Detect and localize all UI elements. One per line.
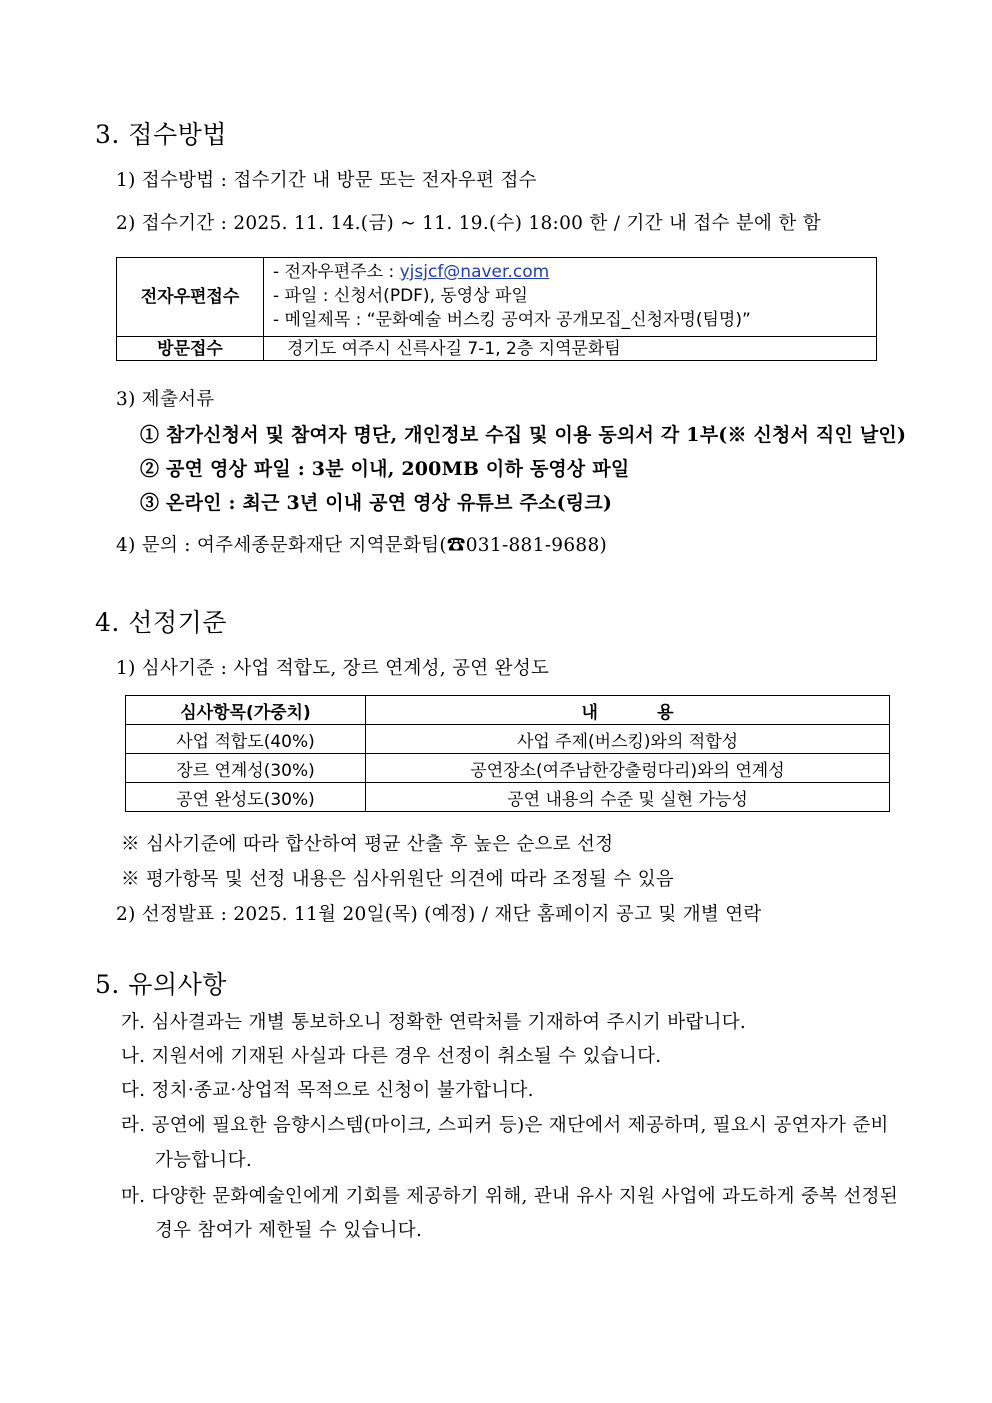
- notice-ra-continued: 가능합니다.: [155, 1150, 253, 1171]
- email-receipt-details: [273, 260, 873, 332]
- criteria-header: 심사항목(가중치): [126, 696, 366, 725]
- table-cell: 장르 연계성(30%): [126, 754, 366, 783]
- section-5-heading: 5. 유의사항: [95, 970, 227, 999]
- email-receipt-label: 전자우편접수: [140, 287, 240, 307]
- email-subject-line: - 메일제목 : “문화예술 버스킹 공여자 공개모집_신청자명(팀명)”: [273, 310, 751, 330]
- notice-da: 다. 정치·종교·상업적 목적으로 신청이 불가합니다.: [121, 1080, 534, 1101]
- criteria-item: 1) 심사기준 : 사업 적합도, 장르 연계성, 공연 완성도: [116, 658, 550, 679]
- content-header: 내 용: [366, 696, 890, 725]
- email-address-label: - 전자우편주소 :: [273, 262, 400, 282]
- notice-ra: 라. 공연에 필요한 음향시스템(마이크, 스피커 등)은 재단에서 제공하며, 필요시 공연자가 준비: [121, 1115, 889, 1136]
- criteria-note-1: ※ 심사기준에 따라 합산하여 평균 산출 후 높은 순으로 선정: [121, 834, 614, 855]
- table-cell: 공연장소(여주남한강출렁다리)와의 연계성: [366, 754, 890, 783]
- document-3: ③ 온라인 : 최근 3년 이내 공연 영상 유튜브 주소(링크): [140, 492, 613, 514]
- document-2: ② 공연 영상 파일 : 3분 이내, 200MB 이하 동영상 파일: [140, 458, 630, 480]
- table-header-row: [126, 696, 890, 725]
- document-1: ① 참가신청서 및 참여자 명단, 개인정보 수집 및 이용 동의서 각 1부(※ 신청서 직인 날인): [140, 424, 907, 446]
- table-row: [126, 754, 890, 783]
- notice-ga: 가. 심사결과는 개별 통보하오니 정확한 연락처를 기재하여 주시기 바랍니다.: [121, 1012, 747, 1033]
- receipt-table: [116, 257, 877, 361]
- table-cell: 공연 내용의 수준 및 실현 가능성: [366, 783, 890, 812]
- receipt-period-item: 2) 접수기간 : 2025. 11. 14.(금) ~ 11. 19.(수) 18:00 한 / 기간 내 접수 분에 한 함: [116, 213, 821, 234]
- email-address-line: [273, 260, 873, 284]
- visit-receipt-address: 경기도 여주시 신륵사길 7-1, 2층 지역문화팀: [287, 339, 621, 359]
- documents-item: 3) 제출서류: [116, 389, 215, 410]
- table-cell: 공연 완성도(30%): [126, 783, 366, 812]
- section-3-heading: 3. 접수방법: [95, 120, 227, 149]
- table-cell: 사업 적합도(40%): [126, 725, 366, 754]
- criteria-table: [125, 695, 890, 812]
- inquiry-item: 4) 문의 : 여주세종문화재단 지역문화팀(☎031-881-9688): [116, 535, 608, 556]
- notice-ma: 마. 다양한 문화예술인에게 기회를 제공하기 위해, 관내 유사 지원 사업에 과도하게 중복 선정된: [121, 1186, 899, 1207]
- receipt-method-item: 1) 접수방법 : 접수기간 내 방문 또는 전자우편 접수: [116, 170, 537, 191]
- section-4-heading: 4. 선정기준: [95, 608, 227, 637]
- table-row: [126, 783, 890, 812]
- announcement-item: 2) 선정발표 : 2025. 11월 20일(목) (예정) / 재단 홈페이지 공고 및 개별 연락: [116, 904, 762, 925]
- table-cell: 사업 주제(버스킹)와의 적합성: [366, 725, 890, 754]
- criteria-note-2: ※ 평가항목 및 선정 내용은 심사위원단 의견에 따라 조정될 수 있음: [121, 869, 675, 890]
- table-row: [126, 725, 890, 754]
- email-address-link[interactable]: yjsjcf@naver.com: [399, 262, 550, 282]
- table-divider: [263, 258, 264, 360]
- notice-ma-continued: 경우 참여가 제한될 수 있습니다.: [155, 1220, 423, 1241]
- visit-receipt-label: 방문접수: [157, 339, 223, 359]
- notice-na: 나. 지원서에 기재된 사실과 다른 경우 선정이 취소될 수 있습니다.: [121, 1046, 662, 1067]
- email-file-line: - 파일 : 신청서(PDF), 동영상 파일: [273, 286, 528, 306]
